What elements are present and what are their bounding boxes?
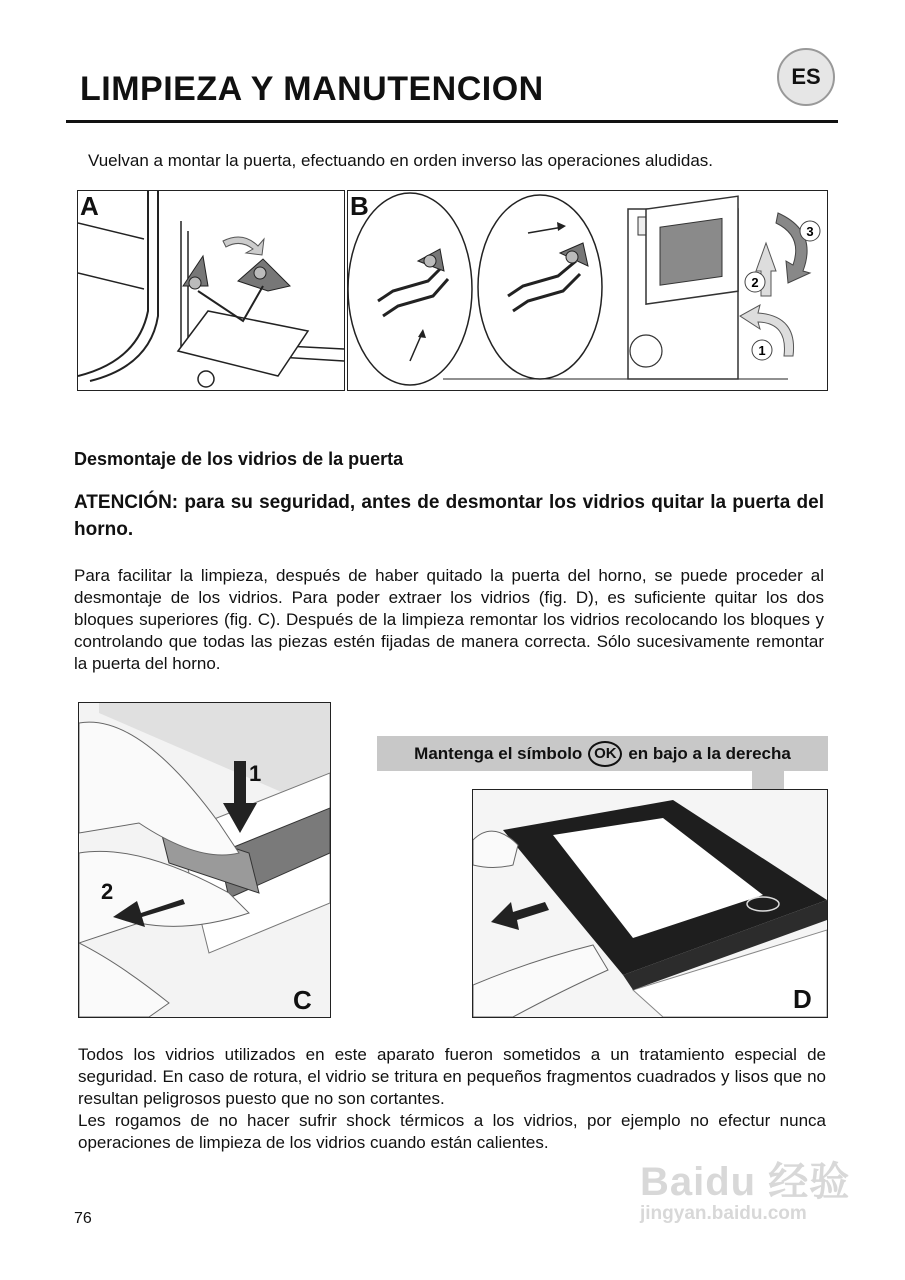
figure-c-step-2: 2 bbox=[101, 879, 114, 904]
figure-b-step-3: 3 bbox=[806, 224, 814, 239]
page-number: 76 bbox=[74, 1210, 92, 1227]
figure-b bbox=[347, 190, 828, 391]
ok-symbol: OK bbox=[588, 741, 622, 767]
figure-b-step-2: 2 bbox=[751, 275, 759, 290]
figure-a-hinge-illustration bbox=[78, 191, 344, 390]
safety-paragraph-2: Les rogamos de no hacer sufrir shock térmicos a los vidrios, por ejemplo no efectur nunca operaciones de limpieza de los vidrios cuando están calientes. bbox=[78, 1111, 826, 1152]
figure-a bbox=[77, 190, 345, 391]
figure-c-block-removal-photo bbox=[79, 703, 330, 1017]
ok-symbol-banner bbox=[377, 736, 828, 771]
figure-b-letter: B bbox=[350, 191, 369, 221]
figure-d-letter: D bbox=[793, 984, 812, 1014]
figure-c-letter: C bbox=[293, 985, 312, 1015]
section-heading: Desmontaje de los vidrios de la puerta bbox=[74, 449, 404, 469]
watermark-url: jingyan.baidu.com bbox=[640, 1203, 807, 1224]
figure-b-reassembly-illustration bbox=[348, 191, 827, 390]
title-divider bbox=[66, 120, 838, 123]
banner-text-after: en bajo a la derecha bbox=[628, 743, 791, 763]
figure-c-step-1: 1 bbox=[249, 761, 262, 786]
figure-a-letter: A bbox=[80, 191, 99, 221]
safety-paragraph-1: Todos los vidrios utilizados en este aparato fueron sometidos a un tratamiento especial de seguridad. En caso de rotura, el vidrio se tritura en pequeños fragmentos cuadrados y lisos que no resultan peligrosos puesto que no son cortantes. bbox=[78, 1045, 826, 1108]
watermark-brand: Baidu 经验 bbox=[640, 1160, 851, 1204]
warning-text: ATENCIÓN: para su seguridad, antes de desmontar los vidrios quitar la puerta del horno. bbox=[74, 492, 824, 540]
figure-b-step-1: 1 bbox=[758, 343, 766, 358]
language-badge: ES bbox=[777, 48, 835, 106]
intro-text: Vuelvan a montar la puerta, efectuando en orden inverso las operaciones aludidas. bbox=[88, 151, 713, 170]
figure-c bbox=[78, 702, 331, 1018]
page-title: LIMPIEZA Y MANUTENCION bbox=[80, 70, 544, 108]
instructions-paragraph: Para facilitar la limpieza, después de haber quitado la puerta del horno, se puede proceder al desmontaje de los vidrios. Para poder extraer los vidrios (fig. D), es suficiente quitar los dos bloques superiores (fig. C). Después de la limpieza remontar los vidrios recolocando los bloques y controlando que todas las piezas estén fijadas de manera correcta. Sólo sucesivamente remontar la puerta del horno. bbox=[74, 566, 824, 673]
figure-d-glass-removal-photo bbox=[473, 790, 827, 1017]
figure-d bbox=[472, 789, 828, 1018]
banner-text-before: Mantenga el símbolo bbox=[414, 743, 583, 763]
watermark bbox=[640, 1150, 850, 1225]
